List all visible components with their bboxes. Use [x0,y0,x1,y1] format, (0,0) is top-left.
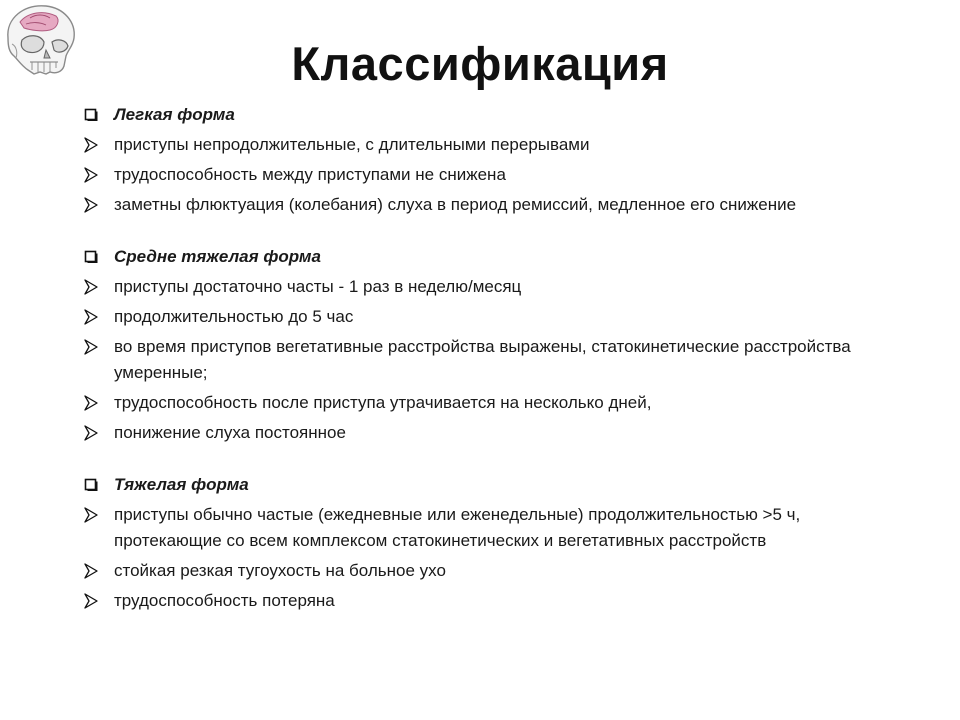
list-item-text: стойкая резкая тугоухость на больное ухо [114,561,446,580]
list-item-text: трудоспособность после приступа утрачивается на несколько дней, [114,393,652,412]
list-item [84,334,884,386]
list-item [84,192,884,218]
list-item-text: заметны флюктуация (колебания) слуха в период ремиссий, медленное его снижение [114,195,797,214]
arrow-bullet-icon [84,304,106,330]
list-item [84,390,884,416]
section-moderate [84,244,884,446]
list-item [84,420,884,446]
arrow-bullet-icon [84,334,106,360]
list-item [84,588,884,614]
arrow-bullet-icon [84,132,106,158]
list-item-text: во время приступов вегетативные расстройства выражены, статокинетические расстройства умеренные; [114,337,851,382]
list-item [84,162,884,188]
checkbox-bullet-icon [84,472,106,498]
section-heading-text: Легкая форма [114,105,235,124]
classification-list [84,102,884,614]
section-heading [84,472,884,498]
arrow-bullet-icon [84,502,106,528]
section-heading-text: Тяжелая форма [114,475,249,494]
list-item-text: трудоспособность потеряна [114,591,335,610]
list-item-text: понижение слуха постоянное [114,423,346,442]
page-title: Классификация [291,37,669,90]
list-item-text: приступы непродолжительные, с длительными перерывами [114,135,590,154]
section-heading-text: Средне тяжелая форма [114,247,321,266]
arrow-bullet-icon [84,588,106,614]
list-item-text: приступы достаточно часты - 1 раз в неделю/месяц [114,277,522,296]
section-heading [84,244,884,270]
arrow-bullet-icon [84,274,106,300]
list-item [84,274,884,300]
list-item [84,132,884,158]
section-mild [84,102,884,218]
checkbox-bullet-icon [84,102,106,128]
arrow-bullet-icon [84,390,106,416]
list-item-text: продолжительностью до 5 час [114,307,354,326]
list-item [84,502,884,554]
list-item [84,558,884,584]
checkbox-bullet-icon [84,244,106,270]
arrow-bullet-icon [84,420,106,446]
arrow-bullet-icon [84,162,106,188]
list-item-text: приступы обычно частые (ежедневные или еженедельные) продолжительностью >5 ч, протекающие со всем комплексом статокинетических и вегетативных расстройств [114,505,801,550]
section-heading [84,102,884,128]
section-severe [84,472,884,614]
list-item [84,304,884,330]
arrow-bullet-icon [84,192,106,218]
arrow-bullet-icon [84,558,106,584]
list-item-text: трудоспособность между приступами не снижена [114,165,506,184]
